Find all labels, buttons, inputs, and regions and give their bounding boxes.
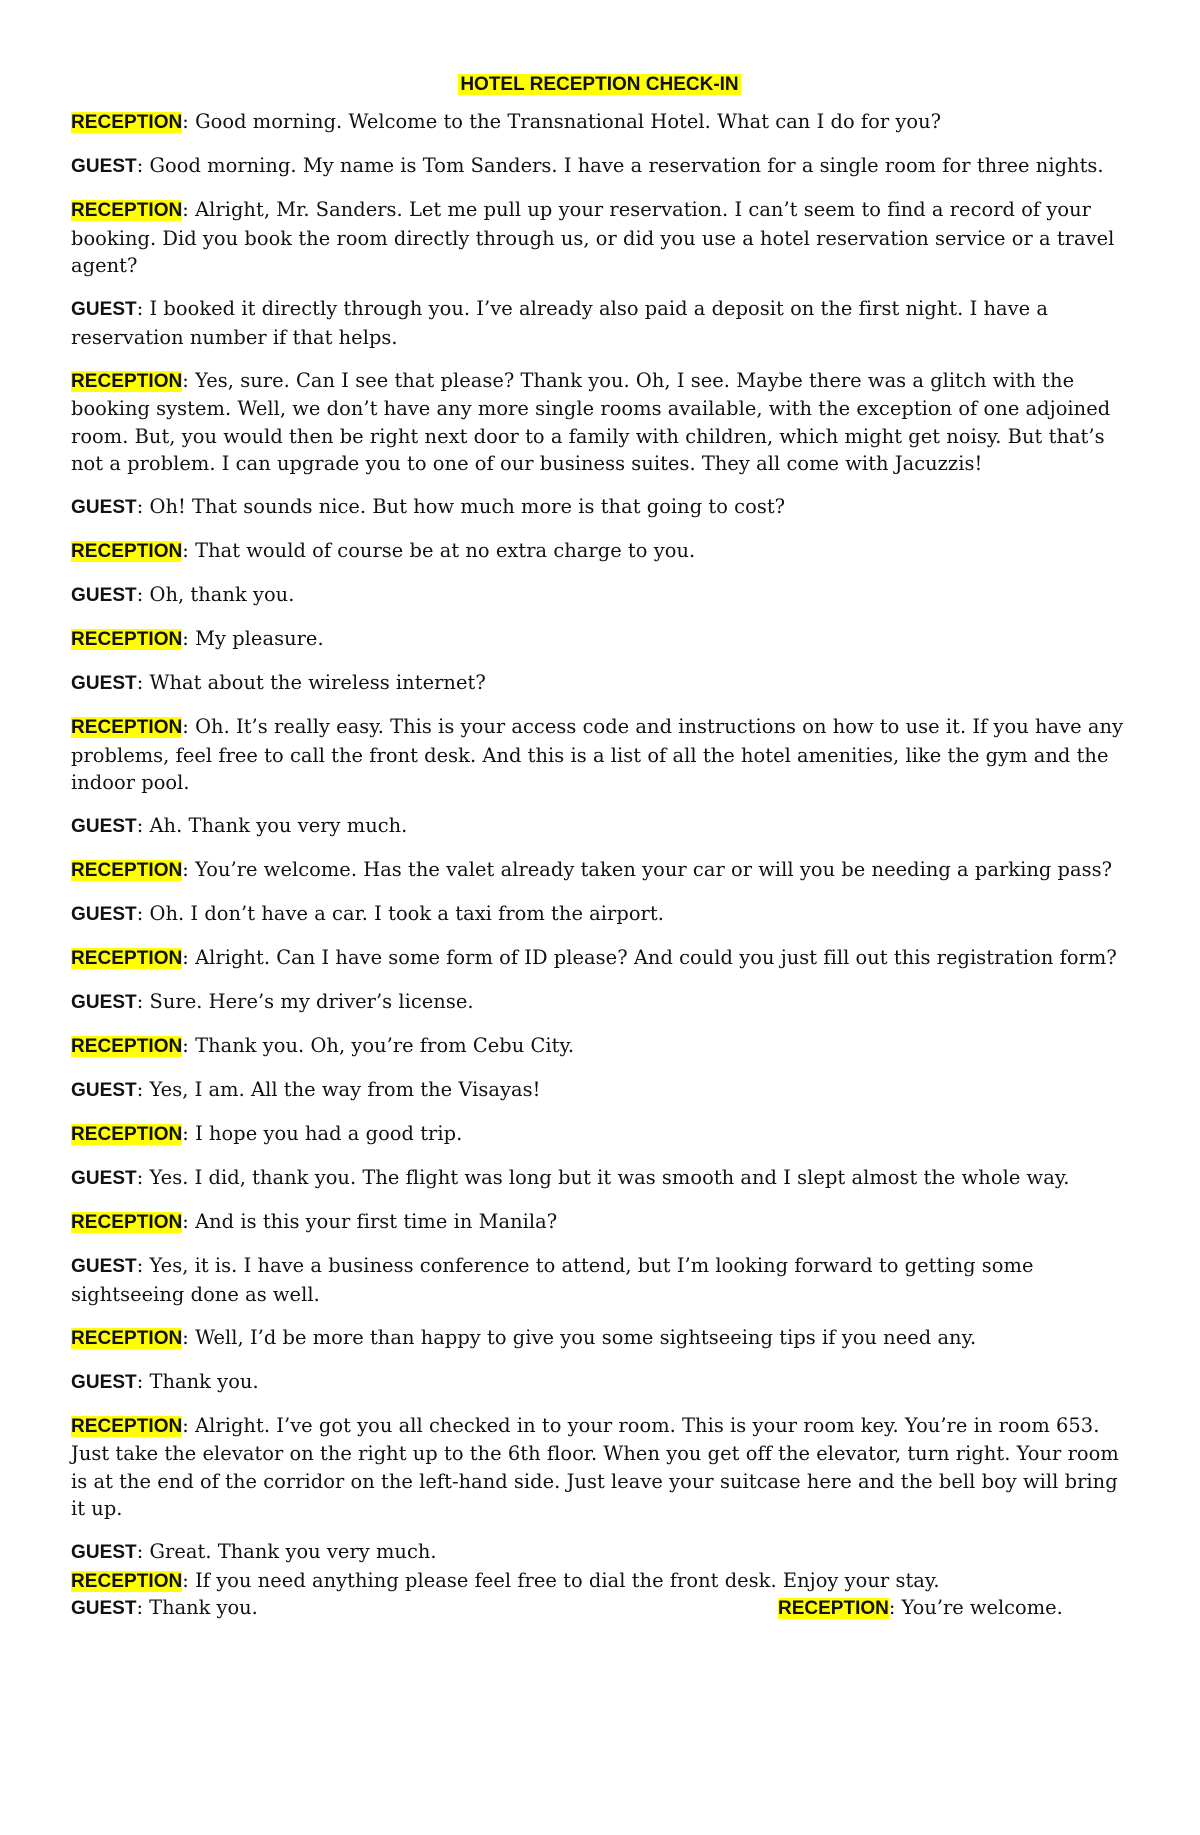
dialogue-line bbox=[71, 537, 1128, 566]
speaker-guest: GUEST bbox=[71, 1256, 137, 1277]
line-text: : Yes, I am. All the way from the Visayas! bbox=[136, 1078, 541, 1101]
dialogue-line bbox=[71, 1567, 1128, 1596]
dialogue-line bbox=[71, 1324, 1128, 1353]
speaker-guest: GUEST bbox=[71, 904, 137, 925]
dialogue-line bbox=[71, 1164, 1128, 1193]
line-text: : Thank you. bbox=[136, 1596, 258, 1619]
final-reception bbox=[778, 1595, 1063, 1622]
speaker-guest: GUEST bbox=[71, 816, 137, 837]
speaker-guest: GUEST bbox=[71, 156, 137, 177]
line-text: : Well, I’d be more than happy to give you some sightseeing tips if you need any. bbox=[182, 1325, 977, 1349]
line-text: : Good morning. Welcome to the Transnational Hotel. What can I do for you? bbox=[182, 110, 942, 133]
line-text: : Great. Thank you very much. bbox=[136, 1540, 437, 1563]
dialogue-line bbox=[71, 812, 1128, 841]
line-text: : I hope you had a good trip. bbox=[182, 1122, 463, 1145]
dialogue-line bbox=[71, 152, 1128, 181]
line-text: : Yes, it is. I have a business conference to attend, but I’m looking forward to getting some sightseeing done as well. bbox=[71, 1254, 1034, 1306]
dialogue-line bbox=[71, 367, 1128, 478]
dialogue-line bbox=[71, 295, 1128, 351]
speaker-guest: GUEST bbox=[71, 1371, 137, 1393]
dialogue-line bbox=[71, 1412, 1128, 1523]
line-text: : Yes. I did, thank you. The flight was long but it was smooth and I slept almost the whole way. bbox=[136, 1166, 1070, 1189]
final-line bbox=[71, 1595, 1128, 1622]
line-text: : Thank you. Oh, you’re from Cebu City. bbox=[182, 1034, 575, 1057]
dialogue-line bbox=[71, 944, 1128, 973]
speaker-reception: RECEPTION bbox=[71, 1124, 183, 1145]
document-title: HOTEL RECEPTION CHECK-IN bbox=[460, 74, 739, 95]
dialogue-line bbox=[71, 108, 1128, 137]
line-text: : Yes, sure. Can I see that please? Thank you. Oh, I see. Maybe there was a glitch with the booking system. Well, we don’t have any more single rooms available, with the exception of one adjoined room. But, you would then be right next door to a family with children, which might get noisy. But that’s not a problem. I can upgrade you to one of our business suites. They all come with Jacuzzis! bbox=[71, 368, 1111, 475]
dialogue-line bbox=[71, 1252, 1128, 1308]
line-text: : That would of course be at no extra charge to you. bbox=[182, 539, 696, 562]
dialogue-line bbox=[71, 713, 1128, 797]
speaker-reception: RECEPTION bbox=[71, 112, 183, 133]
speaker-reception: RECEPTION bbox=[71, 1327, 183, 1349]
dialogue-line bbox=[71, 669, 1128, 698]
speaker-guest: GUEST bbox=[71, 585, 137, 606]
speaker-reception: RECEPTION bbox=[71, 629, 183, 650]
dialogue-line bbox=[71, 1368, 1128, 1397]
line-text: : Thank you. bbox=[136, 1369, 259, 1393]
line-text: : I booked it directly through you. I’ve already also paid a deposit on the first night. I have a reservation number if that helps. bbox=[71, 297, 1049, 349]
dialogue-line bbox=[71, 196, 1128, 280]
speaker-guest: GUEST bbox=[71, 1168, 137, 1189]
speaker-guest: GUEST bbox=[71, 1598, 137, 1619]
line-text: : Good morning. My name is Tom Sanders. I have a reservation for a single room for three nights. bbox=[136, 154, 1104, 177]
line-text: : And is this your first time in Manila? bbox=[182, 1210, 558, 1233]
speaker-guest: GUEST bbox=[71, 673, 137, 694]
dialogue-line bbox=[71, 856, 1128, 885]
line-text: : What about the wireless internet? bbox=[136, 671, 486, 694]
speaker-guest: GUEST bbox=[71, 497, 137, 518]
line-text: : Alright. I’ve got you all checked in to your room. This is your room key. You’re in room 653. Just take the elevator on the right up to the 6th floor. When you get off the elevator, turn right. Your room is at the end of the corridor on the left-hand side. Just leave your suitcase here and the bell boy will bring it up. bbox=[71, 1413, 1119, 1520]
speaker-reception: RECEPTION bbox=[71, 200, 183, 221]
speaker-reception: RECEPTION bbox=[71, 1570, 183, 1592]
speaker-reception: RECEPTION bbox=[71, 1415, 183, 1437]
speaker-guest: GUEST bbox=[71, 299, 137, 320]
line-text: : Oh. It’s really easy. This is your access code and instructions on how to use it. If you have any problems, feel free to call the front desk. And this is a list of all the hotel amenities, like the gym and the indoor pool. bbox=[71, 715, 1124, 794]
line-text: : Oh, thank you. bbox=[136, 583, 295, 606]
dialogue-line bbox=[71, 581, 1128, 610]
line-text: : Alright, Mr. Sanders. Let me pull up your reservation. I can’t seem to find a record of your booking. Did you book the room directly through us, or did you use a hotel reservation service or a travel agent? bbox=[71, 198, 1115, 277]
speaker-reception: RECEPTION bbox=[71, 370, 183, 392]
line-text: : Oh! That sounds nice. But how much more is that going to cost? bbox=[136, 495, 786, 518]
speaker-reception: RECEPTION bbox=[71, 948, 183, 969]
dialogue-line bbox=[71, 493, 1128, 522]
dialogue-line bbox=[71, 1538, 1128, 1567]
line-text: : My pleasure. bbox=[182, 627, 324, 650]
speaker-reception: RECEPTION bbox=[71, 1212, 183, 1233]
line-text: : Sure. Here’s my driver’s license. bbox=[136, 990, 474, 1013]
speaker-reception: RECEPTION bbox=[778, 1598, 889, 1619]
speaker-reception: RECEPTION bbox=[71, 717, 183, 738]
line-text: : Ah. Thank you very much. bbox=[136, 814, 408, 837]
line-text: : You’re welcome. bbox=[888, 1596, 1063, 1619]
dialogue-line bbox=[71, 625, 1128, 654]
speaker-reception: RECEPTION bbox=[71, 541, 183, 562]
line-text: : Alright. Can I have some form of ID please? And could you just fill out this registration form? bbox=[182, 946, 1117, 969]
line-text: : Oh. I don’t have a car. I took a taxi from the airport. bbox=[136, 902, 664, 925]
line-text: : If you need anything please feel free to dial the front desk. Enjoy your stay. bbox=[182, 1568, 940, 1592]
line-text: : You’re welcome. Has the valet already taken your car or will you be needing a parking pass? bbox=[182, 858, 1113, 881]
dialogue-line bbox=[71, 1208, 1128, 1237]
dialogue-line bbox=[71, 1076, 1128, 1105]
speaker-guest: GUEST bbox=[71, 1080, 137, 1101]
dialogue-line bbox=[71, 1120, 1128, 1149]
final-guest bbox=[71, 1596, 258, 1619]
speaker-guest: GUEST bbox=[71, 992, 137, 1013]
speaker-reception: RECEPTION bbox=[71, 1036, 183, 1057]
speaker-reception: RECEPTION bbox=[71, 860, 183, 881]
dialogue bbox=[71, 108, 1128, 1622]
dialogue-line bbox=[71, 1032, 1128, 1061]
dialogue-line bbox=[71, 988, 1128, 1017]
speaker-guest: GUEST bbox=[71, 1542, 137, 1563]
dialogue-line bbox=[71, 900, 1128, 929]
